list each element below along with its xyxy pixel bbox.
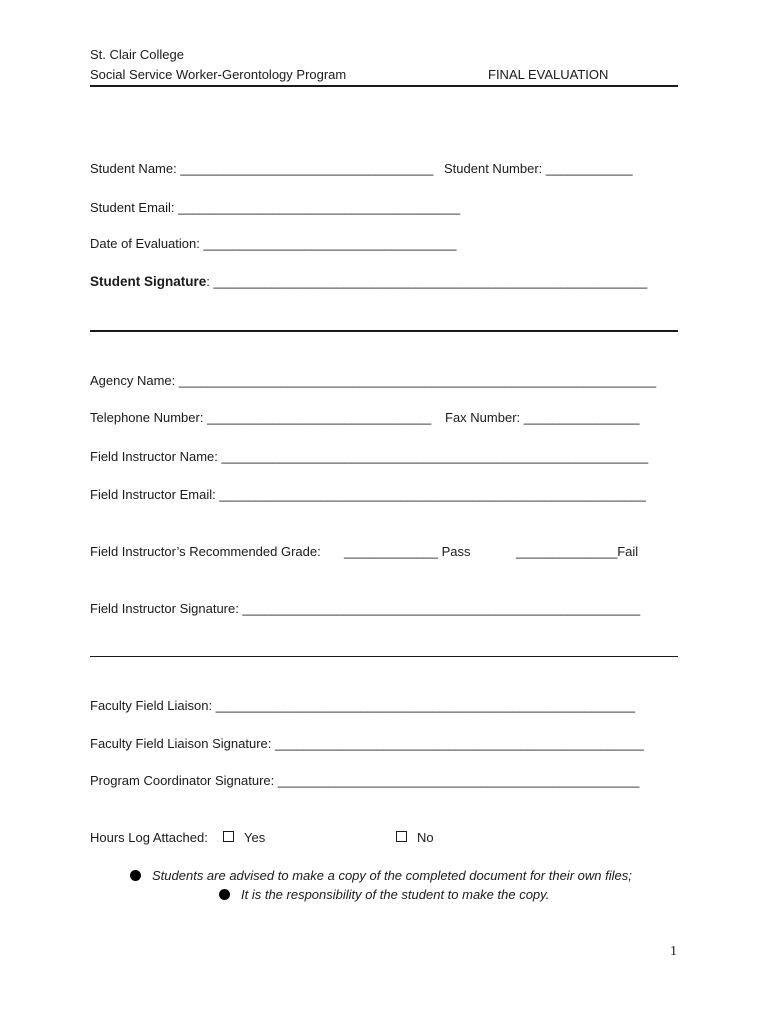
field-instructor-email-field: Field Instructor Email: ___________________________________________________________: [90, 487, 646, 502]
hours-log-no-label: No: [417, 830, 434, 845]
grade-pass-option: _____________ Pass: [344, 544, 471, 559]
fax-field: Fax Number: ________________: [445, 410, 640, 425]
student-signature-field: [90, 274, 647, 290]
college-name: St. Clair College: [90, 47, 184, 62]
section-rule-2: [90, 656, 678, 657]
faculty-liaison-signature-field: Faculty Field Liaison Signature: ___________________________________________________: [90, 736, 644, 751]
document-title: FINAL EVALUATION: [488, 67, 609, 82]
hours-log-no-option[interactable]: [396, 830, 434, 846]
note-text: Students are advised to make a copy of the completed document for their own files;: [152, 868, 632, 883]
field-instructor-name-field: Field Instructor Name: ___________________________________________________________: [90, 449, 649, 464]
checkbox-icon[interactable]: [223, 831, 234, 842]
field-instructor-signature-field: Field Instructor Signature: _______________________________________________________: [90, 601, 641, 616]
student-signature-line: : ____________________________________________________________: [206, 274, 648, 289]
bullet-icon: [130, 870, 141, 881]
student-email-field: Student Email: _______________________________________: [90, 200, 461, 215]
faculty-liaison-field: Faculty Field Liaison: __________________________________________________________: [90, 698, 636, 713]
bullet-icon: [219, 889, 230, 900]
evaluation-date-field: Date of Evaluation: ___________________________________: [90, 236, 457, 251]
student-signature-label: Student Signature: [90, 274, 207, 289]
telephone-field: Telephone Number: _______________________________: [90, 410, 432, 425]
note-item: [219, 887, 549, 903]
agency-name-field: Agency Name: __________________________________________________________________: [90, 373, 657, 388]
hours-log-label: Hours Log Attached:: [90, 830, 208, 845]
program-coordinator-signature-field: Program Coordinator Signature: __________________________________________________: [90, 773, 640, 788]
page-number: 1: [670, 944, 677, 959]
student-name-field: Student Name: ___________________________________: [90, 161, 434, 176]
hours-log-yes-label: Yes: [244, 830, 266, 845]
note-item: [130, 868, 632, 884]
checkbox-icon[interactable]: [396, 831, 407, 842]
hours-log-yes-option[interactable]: [223, 830, 265, 846]
student-number-field: Student Number: ____________: [444, 161, 633, 176]
recommended-grade-label: Field Instructor’s Recommended Grade:: [90, 544, 321, 559]
note-text: It is the responsibility of the student to make the copy.: [241, 887, 550, 902]
grade-fail-option: ______________Fail: [516, 544, 639, 559]
header-rule: [90, 85, 678, 87]
program-name: Social Service Worker-Gerontology Program: [90, 67, 347, 82]
section-rule-1: [90, 330, 678, 332]
